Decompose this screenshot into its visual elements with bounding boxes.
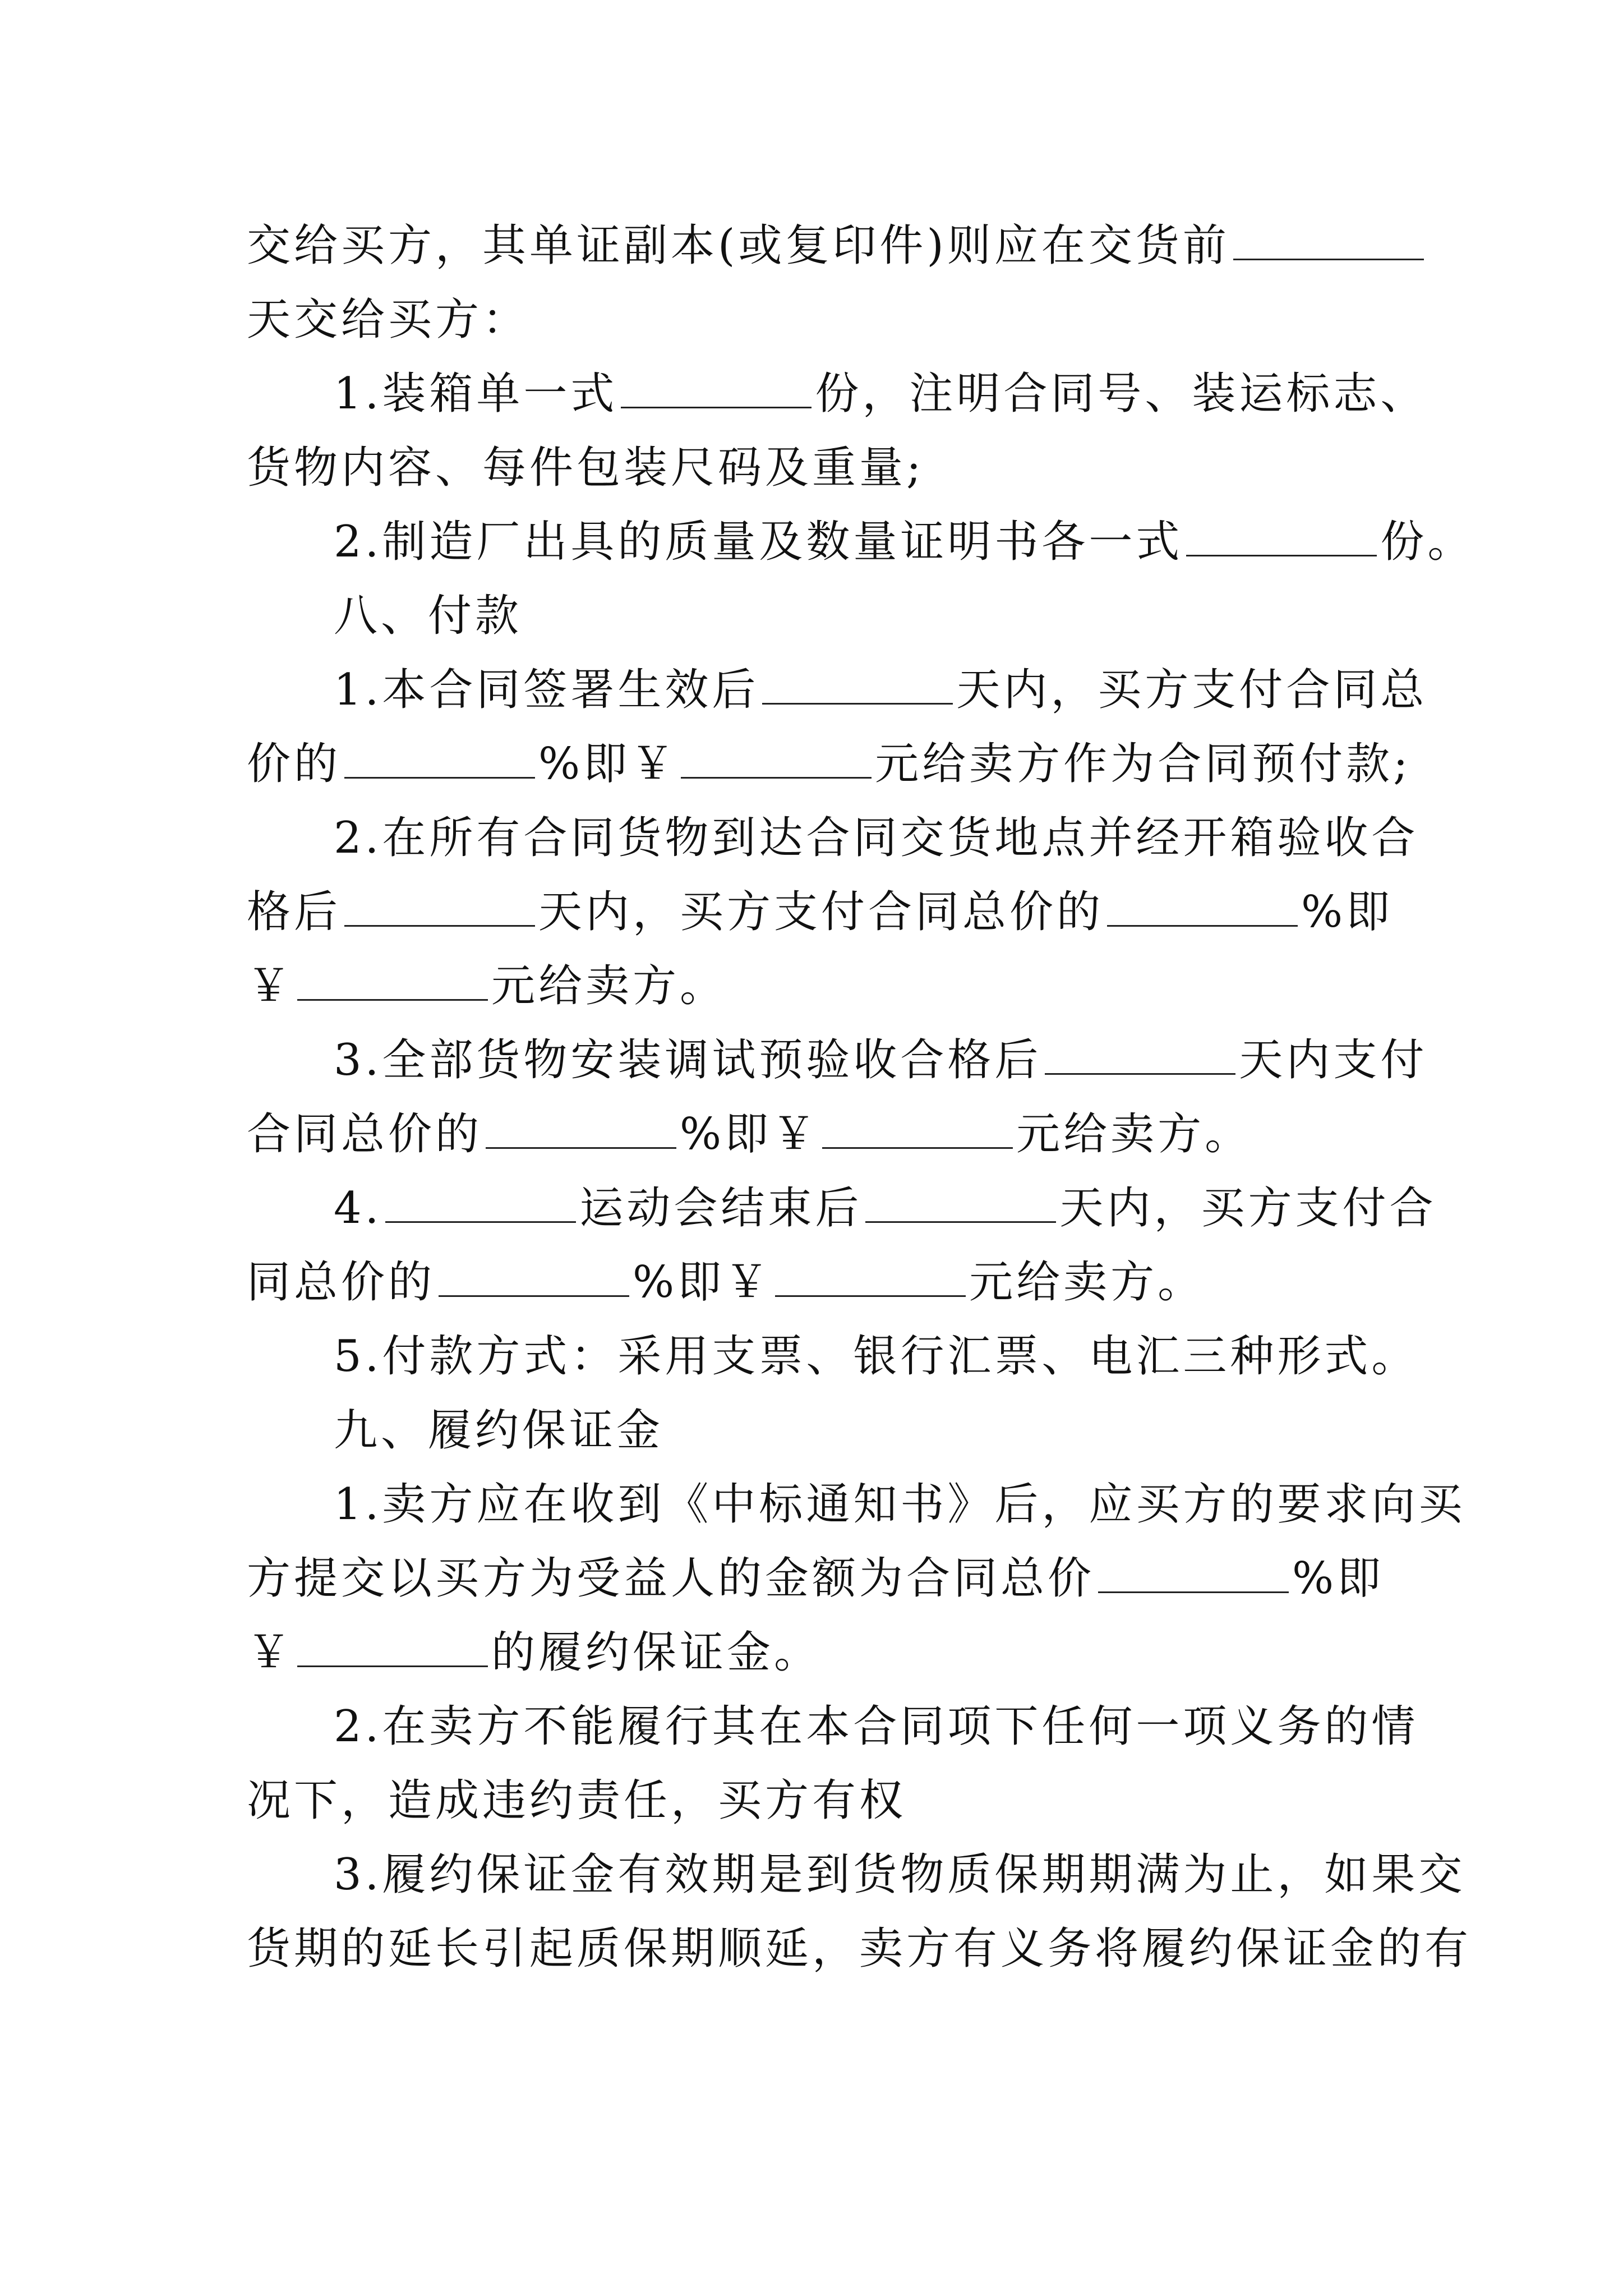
line-text: 天内，买方支付合同总 (956, 665, 1428, 715)
fill-in-blank (297, 1632, 488, 1667)
text-line (334, 1027, 1427, 1094)
text-line (334, 1175, 1436, 1242)
line-text: ￥ (247, 1627, 294, 1678)
line-text: 货物内容、每件包装尺码及重量; (247, 443, 925, 493)
section-heading (334, 582, 522, 650)
line-text: 份。 (1380, 517, 1475, 567)
line-text: 3.全部货物安装调试预验收合格后 (334, 1035, 1042, 1085)
line-text: %即￥ (538, 739, 678, 789)
line-text: 2.制造厂出具的质量及数量证明书各一式 (334, 517, 1183, 567)
line-text: 5.付款方式：采用支票、银行汇票、电汇三种形式。 (334, 1331, 1419, 1382)
line-text: 合同总价的 (247, 1109, 483, 1159)
text-line (334, 804, 1418, 872)
text-line (247, 1249, 1205, 1316)
fill-in-blank (1186, 521, 1377, 556)
fill-in-blank (385, 1188, 576, 1223)
fill-in-blank (1098, 1558, 1289, 1593)
line-text: 3.履约保证金有效期是到货物质保期期满为止，如果交 (334, 1849, 1466, 1900)
text-line (247, 1545, 1384, 1612)
line-text: 元给卖方作为合同预付款; (875, 739, 1412, 789)
line-text: ￥ (247, 961, 294, 1011)
line-text: 2.在卖方不能履行其在本合同项下任何一项义务的情 (334, 1701, 1419, 1752)
fill-in-blank (344, 743, 535, 779)
line-text: 元给卖方。 (1016, 1109, 1252, 1159)
text-line (247, 1915, 1472, 1982)
line-text: 交给买方，其单证副本(或复印件)则应在交货前 (247, 220, 1230, 271)
line-text: 天内，买方支付合 (1059, 1183, 1437, 1234)
text-line (334, 360, 1427, 427)
line-text: 的履约保证金。 (491, 1627, 822, 1678)
fill-in-blank (762, 669, 953, 705)
fill-in-blank (822, 1114, 1013, 1149)
line-text: 1.本合同签署生效后 (334, 665, 759, 715)
fill-in-blank (344, 891, 535, 927)
text-line (247, 286, 529, 353)
line-text: 方提交以买方为受益人的金额为合同总价 (247, 1553, 1095, 1604)
text-line (334, 1693, 1418, 1760)
fill-in-blank (486, 1114, 676, 1149)
fill-in-blank (1045, 1039, 1235, 1075)
line-text: %即￥ (633, 1257, 772, 1308)
section-heading (334, 1397, 663, 1464)
fill-in-blank (865, 1188, 1056, 1223)
fill-in-blank (439, 1262, 629, 1297)
text-line (247, 953, 727, 1020)
fill-in-blank (297, 965, 488, 1001)
line-text: 天内支付 (1239, 1035, 1428, 1085)
text-line (247, 1767, 906, 1834)
line-text: 天交给买方： (247, 295, 530, 345)
line-text: 格后 (247, 887, 342, 937)
line-text: %即 (1292, 1553, 1385, 1604)
text-line (247, 730, 1411, 798)
line-text: %即 (1301, 887, 1394, 937)
line-text: 货期的延长引起质保期顺延，卖方有义务将履约保证金的有 (247, 1924, 1472, 1974)
line-text: 天内，买方支付合同总价的 (538, 887, 1104, 937)
line-text: 1.装箱单一式 (334, 369, 618, 419)
text-line (334, 508, 1474, 576)
section-heading-text: 九、履约保证金 (334, 1405, 664, 1456)
line-text: 元给卖方。 (491, 961, 727, 1011)
text-line (247, 1619, 821, 1686)
text-line (247, 434, 924, 501)
fill-in-blank (1107, 891, 1298, 927)
text-line (247, 212, 1427, 279)
text-line (334, 656, 1427, 724)
line-text: 价的 (247, 739, 342, 789)
fill-in-blank (621, 373, 811, 408)
text-line (334, 1471, 1465, 1538)
fill-in-blank (1233, 225, 1424, 260)
line-text: 份，注明合同号、装运标志、 (815, 369, 1428, 419)
line-text: 况下，造成违约责任，买方有权 (247, 1775, 907, 1826)
text-line (247, 878, 1393, 946)
line-text: 4. (334, 1183, 382, 1234)
line-text: 同总价的 (247, 1257, 436, 1308)
section-heading-text: 八、付款 (334, 591, 523, 641)
line-text: %即￥ (680, 1109, 819, 1159)
line-text: 元给卖方。 (969, 1257, 1205, 1308)
text-line (247, 1101, 1252, 1168)
fill-in-blank (775, 1262, 966, 1297)
line-text: 1.卖方应在收到《中标通知书》后，应买方的要求向买 (334, 1479, 1466, 1530)
line-text: 运动会结束后 (579, 1183, 863, 1234)
fill-in-blank (681, 743, 872, 779)
text-line (334, 1841, 1465, 1908)
line-text: 2.在所有合同货物到达合同交货地点并经开箱验收合 (334, 813, 1419, 863)
text-line (334, 1323, 1418, 1390)
